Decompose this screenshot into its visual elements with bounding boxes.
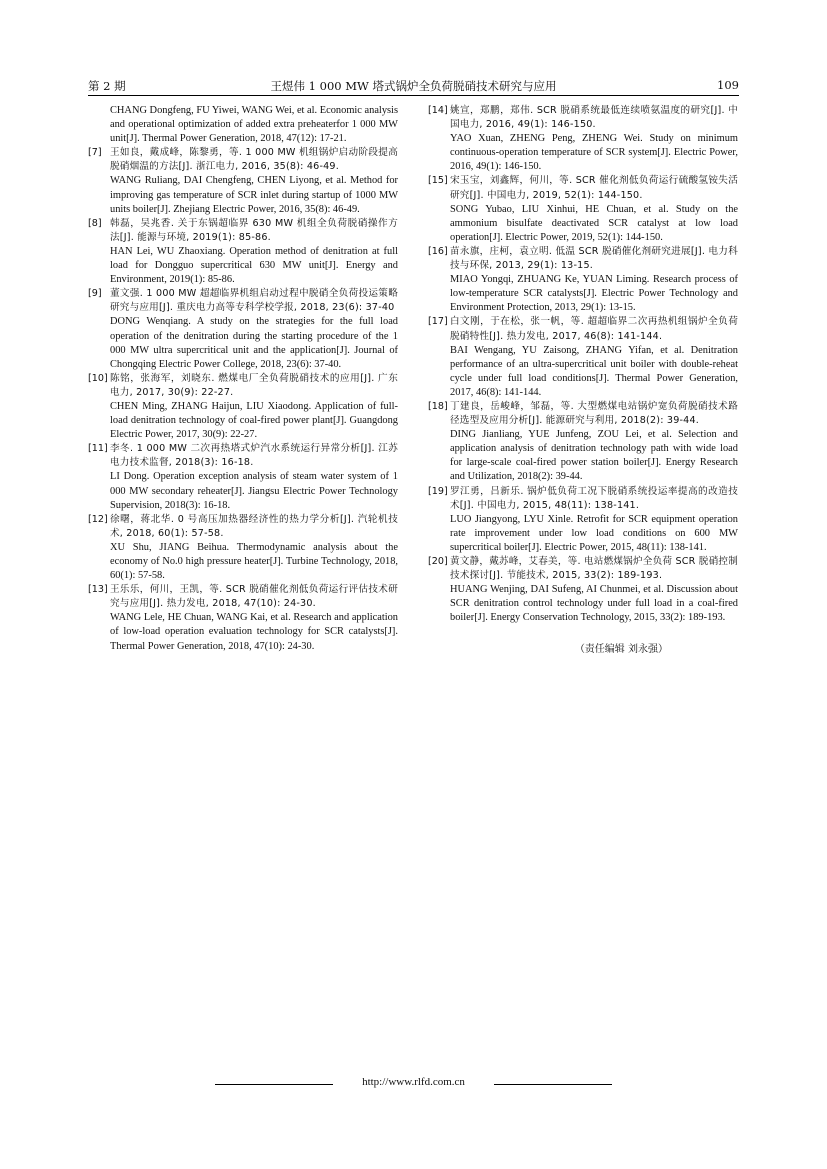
reference-number: [9] bbox=[88, 288, 102, 300]
reference-english: CHANG Dongfeng, FU Yiwei, WANG Wei, et al. Economic analysis and operational optimization of added extra preheaterfor 1 000 MW unit[J]. Thermal Power Generation, 2018, 47(12): 17-21. bbox=[110, 105, 398, 145]
reference-english: CHEN Ming, ZHANG Haijun, LIU Xiaodong. Application of full-load denitration technology of coal-fired power plant[J]. Guangdong Electric Power, 2017, 30(9): 22-27. bbox=[110, 400, 398, 441]
reference-item bbox=[428, 555, 738, 625]
reference-number: [11] bbox=[88, 443, 108, 455]
reference-number: [13] bbox=[88, 584, 108, 596]
reference-number: [10] bbox=[88, 372, 108, 384]
reference-chinese: 王乐乐，何川，王凯，等. SCR 脱硝催化剂低负荷运行评估技术研究与应用[J]. 热力发电, 2018, 47(10): 24-30. bbox=[110, 584, 398, 610]
reference-item bbox=[88, 442, 398, 512]
reference-number: [20] bbox=[428, 556, 448, 567]
reference-item bbox=[88, 513, 398, 583]
reference-chinese: 王如良，戴成峰，陈黎勇，等. 1 000 MW 机组锅炉启动阶段提高脱硝烟温的方法[J]. 浙江电力, 2016, 35(8): 46-49. bbox=[110, 147, 398, 173]
reference-item bbox=[88, 146, 398, 216]
footer-rule-right bbox=[494, 1084, 612, 1085]
reference-chinese: 陈铭，张海军，刘晓东. 燃煤电厂全负荷脱硝技术的应用[J]. 广东电力, 2017, 30(9): 22-27. bbox=[110, 372, 398, 398]
reference-chinese: 白文刚，于在松，张一帆，等. 超超临界二次再热机组锅炉全负荷脱硝特性[J]. 热力发电, 2017, 46(8): 141-144. bbox=[450, 316, 738, 342]
reference-chinese: 黄文静，戴苏峰，艾春美，等. 电站燃煤锅炉全负荷 SCR 脱硝控制技术探讨[J]. 节能技术, 2015, 33(2): 189-193. bbox=[450, 556, 738, 582]
reference-english: MIAO Yongqi, ZHUANG Ke, YUAN Liming. Research process of low-temperature SCR catalysts[J]. Electric Power Technology and Environment Protection, 2013, 29(1): 13-15. bbox=[450, 274, 738, 314]
reference-chinese: 董文强. 1 000 MW 超超临界机组启动过程中脱硝全负荷投运策略研究与应用[J]. 重庆电力高等专科学校学报, 2018, 23(6): 37-40 bbox=[110, 288, 398, 314]
reference-number: [16] bbox=[428, 245, 448, 257]
reference-english: YAO Xuan, ZHENG Peng, ZHENG Wei. Study on minimum continuous-operation temperature of SCR system[J]. Electric Power, 2016, 49(1): 146-150. bbox=[450, 133, 738, 173]
reference-english: LUO Jiangyong, LYU Xinle. Retrofit for SCR equipment operation rate improvement under low load conditions on 600 MW supercritical boiler[J]. Electric Power, 2015, 48(11): 138-141. bbox=[450, 513, 738, 553]
reference-column-right bbox=[428, 104, 738, 658]
reference-column-left bbox=[88, 104, 398, 654]
reference-number: [19] bbox=[428, 485, 448, 497]
reference-item bbox=[88, 372, 398, 442]
reference-number: [17] bbox=[428, 316, 448, 328]
editor-note: （责任编辑 刘永强） bbox=[574, 644, 668, 656]
reference-chinese: 宋玉宝，刘鑫辉，何川，等. SCR 催化剂低负荷运行硫酸氢铵失活研究[J]. 中国电力, 2019, 52(1): 144-150. bbox=[450, 175, 738, 201]
reference-chinese: 罗江勇，吕新乐. 锅炉低负荷工况下脱硝系统投运率提高的改造技术[J]. 中国电力, 2015, 48(11): 138-141. bbox=[450, 485, 738, 511]
reference-chinese: 韩磊，吴兆香. 关于东锅超临界 630 MW 机组全负荷脱硝操作方法[J]. 能源与环境, 2019(1): 85-86. bbox=[110, 217, 398, 243]
reference-english: BAI Wengang, YU Zaisong, ZHANG Yifan, et al. Denitration performance of an ultra-supercritical unit boiler with double-reheat cycle under full load conditions[J]. Thermal Power Generation, 2017, 46(8): 141-144. bbox=[450, 344, 738, 398]
reference-english: WANG Ruliang, DAI Chengfeng, CHEN Liyong, et al. Method for improving gas temperature of SCR inlet during startup of 1000 MW units boiler[J]. Zhejiang Electric Power, 2016, 35(8): 46-49. bbox=[110, 175, 398, 215]
reference-number: [7] bbox=[88, 147, 102, 159]
reference-english: LI Dong. Operation exception analysis of steam water system of 1 000 MW secondary reheater[J]. Jiangsu Electric Power Technology Supervision, 2018(3): 16-18. bbox=[110, 471, 398, 511]
reference-item bbox=[428, 104, 738, 174]
reference-number: [18] bbox=[428, 400, 448, 412]
reference-item bbox=[428, 315, 738, 400]
reference-chinese: 姚宣，郑鹏，郑伟. SCR 脱硝系统最低连续喷氨温度的研究[J]. 中国电力, 2016, 49(1): 146-150. bbox=[450, 105, 738, 131]
reference-english: DING Jianliang, YUE Junfeng, ZOU Lei, et al. Selection and application analysis of denitration technology path with wide load for large-scale coal-fired power station boiler[J]. Energy Research and Utilization, 2018(2): 39-44. bbox=[450, 429, 738, 483]
reference-english: XU Shu, JIANG Beihua. Thermodynamic analysis about the economy of No.0 high pressure heater[J]. Turbine Technology, 2018, 60(1): 57-58. bbox=[110, 541, 398, 582]
reference-chinese: 李冬. 1 000 MW 二次再热塔式炉汽水系统运行异常分析[J]. 江苏电力技术监督, 2018(3): 16-18. bbox=[110, 443, 398, 469]
reference-chinese: 苗永旗，庄柯，袁立明. 低温 SCR 脱硝催化剂研究进展[J]. 电力科技与环保, 2013, 29(1): 13-15. bbox=[450, 245, 738, 272]
page-number: 109 bbox=[717, 78, 739, 92]
reference-item bbox=[428, 400, 738, 485]
reference-item bbox=[428, 174, 738, 244]
reference-item bbox=[428, 485, 738, 555]
reference-english: WANG Lele, HE Chuan, WANG Kai, et al. Research and application of low-load operation evaluation technology for SCR catalysts[J]. Thermal Power Generation, 2018, 47(10): 24-30. bbox=[110, 612, 398, 652]
reference-number: [15] bbox=[428, 175, 448, 187]
footer-url[interactable]: http://www.rlfd.com.cn bbox=[362, 1076, 465, 1088]
reference-english: HUANG Wenjing, DAI Sufeng, AI Chunmei, et al. Discussion about SCR denitration control technology under full load in a coal-fired boiler[J]. Energy Conservation Technology, 2015, 33(2): 189-193. bbox=[450, 584, 738, 624]
reference-item bbox=[88, 287, 398, 372]
running-header bbox=[88, 78, 739, 94]
reference-item bbox=[88, 217, 398, 287]
issue-number: 第 2 期 bbox=[88, 79, 126, 93]
reference-item bbox=[428, 245, 738, 315]
reference-item bbox=[88, 583, 398, 653]
running-title: 王煜伟 1 000 MW 塔式锅炉全负荷脱硝技术研究与应用 bbox=[270, 79, 557, 93]
reference-number: [12] bbox=[88, 513, 108, 525]
reference-english: SONG Yubao, LIU Xinhui, HE Chuan, et al. Study on the ammonium bisulfate deactivated SCR catalyst at low load operation[J]. Electric Power, 2019, 52(1): 144-150. bbox=[450, 203, 738, 243]
header-rule bbox=[88, 95, 739, 96]
reference-number: [8] bbox=[88, 217, 102, 229]
reference-english: HAN Lei, WU Zhaoxiang. Operation method of denitration at full load for Dongguo supercritical 630 MW unit[J]. Energy and Environment, 2019(1): 85-86. bbox=[110, 245, 398, 286]
reference-chinese: 徐曙，蒋北华. 0 号高压加热器经济性的热力学分析[J]. 汽轮机技术, 2018, 60(1): 57-58. bbox=[110, 513, 398, 539]
reference-number: [14] bbox=[428, 105, 448, 116]
reference-chinese: 丁建良，岳峻峰，邹磊，等. 大型燃煤电站锅炉宽负荷脱硝技术路径选型及应用分析[J]. 能源研究与利用, 2018(2): 39-44. bbox=[450, 400, 738, 427]
reference-english: DONG Wenqiang. A study on the strategies for the full load operation of the denitration during the starting procedure of the 1 000 MW ultra supercritical unit and the application[J]. Journal of Chongqing Electric Power College, 2018, 23(6): 37-40. bbox=[110, 316, 398, 370]
reference-item bbox=[88, 104, 398, 146]
